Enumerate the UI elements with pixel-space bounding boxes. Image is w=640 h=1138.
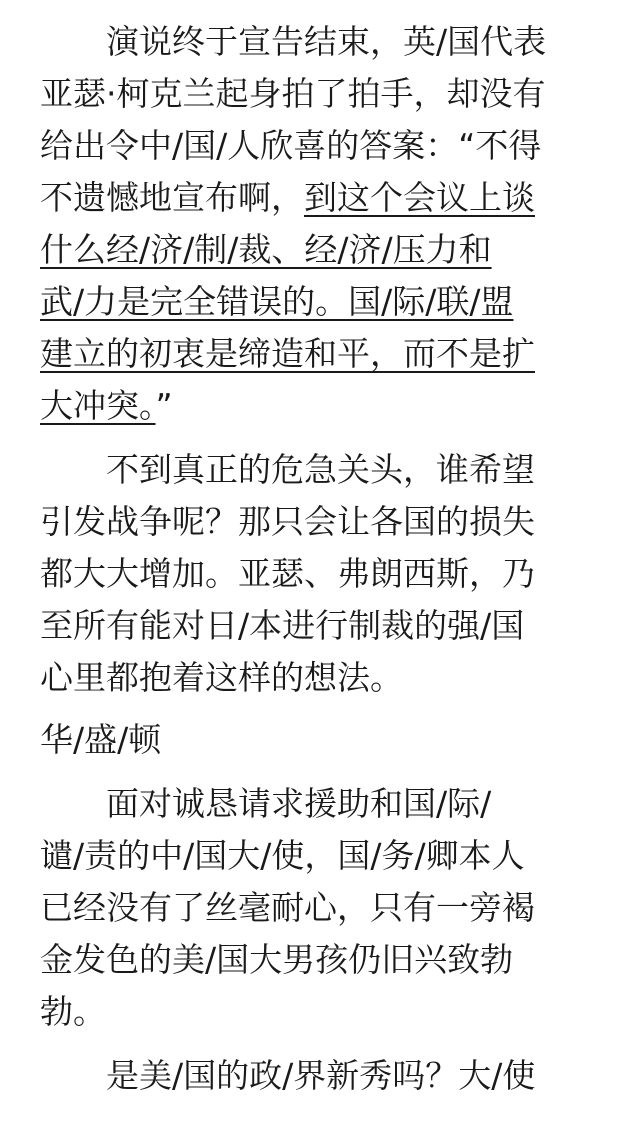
- underlined-text: 到这个会议上谈: [304, 178, 535, 217]
- text-segment: 都大大增加。亚瑟、弗朗西斯，乃: [40, 554, 535, 593]
- text-segment: 已经没有了丝毫耐心，只有一旁褐: [40, 888, 535, 927]
- text-line: [40, 990, 106, 1034]
- text-line: [40, 718, 161, 762]
- text-segment: 不遗憾地宣布啊，: [40, 178, 304, 217]
- underlined-text: 大冲突。: [40, 386, 156, 425]
- text-segment: 至所有能对日/本进行制裁的强/国: [40, 606, 525, 645]
- text-line: [40, 500, 535, 544]
- text-line: [40, 280, 513, 324]
- text-line: [40, 886, 535, 930]
- text-segment: 华/盛/顿: [40, 720, 162, 759]
- text-line: [40, 938, 513, 982]
- text-segment: ”: [155, 386, 173, 425]
- text-line: [40, 72, 546, 116]
- text-segment: 给出令中/国/人欣喜的答案：“不得: [40, 126, 542, 165]
- text-line: [40, 384, 173, 428]
- text-line: [40, 552, 535, 596]
- text-line: [40, 176, 535, 220]
- text-line: [40, 834, 525, 878]
- text-segment: 演说终于宣告结束，英/国代表: [40, 22, 547, 61]
- text-segment: 亚瑟·柯克兰起身拍了拍手，却没有: [40, 74, 546, 113]
- text-line: [40, 124, 541, 168]
- text-line: [40, 604, 524, 648]
- text-segment: 勃。: [40, 992, 106, 1031]
- text-line: [40, 228, 492, 272]
- text-line: [40, 782, 491, 826]
- text-segment: 是美/国的政/界新秀吗？大/使: [40, 1056, 536, 1095]
- underlined-text: 武/力是完全错误的。国/际/联/盟: [40, 282, 514, 321]
- text-line: [40, 656, 403, 700]
- underlined-text: 什么经/济/制/裁、经/济/压力和: [40, 230, 492, 269]
- text-segment: 面对诚恳请求援助和国/际/: [40, 784, 492, 823]
- text-segment: 谴/责的中/国大/使，国/务/卿本人: [40, 836, 525, 875]
- text-segment: 心里都抱着这样的想法。: [40, 658, 403, 697]
- underlined-text: 建立的初衷是缔造和平，而不是扩: [40, 334, 535, 373]
- text-line: [40, 1054, 535, 1098]
- text-line: [40, 448, 535, 492]
- text-segment: 不到真正的危急关头，谁希望: [40, 450, 535, 489]
- text-segment: 金发色的美/国大男孩仍旧兴致勃: [40, 940, 514, 979]
- text-line: [40, 332, 535, 376]
- text-line: [40, 20, 546, 64]
- text-segment: 引发战争呢？那只会让各国的损失: [40, 502, 535, 541]
